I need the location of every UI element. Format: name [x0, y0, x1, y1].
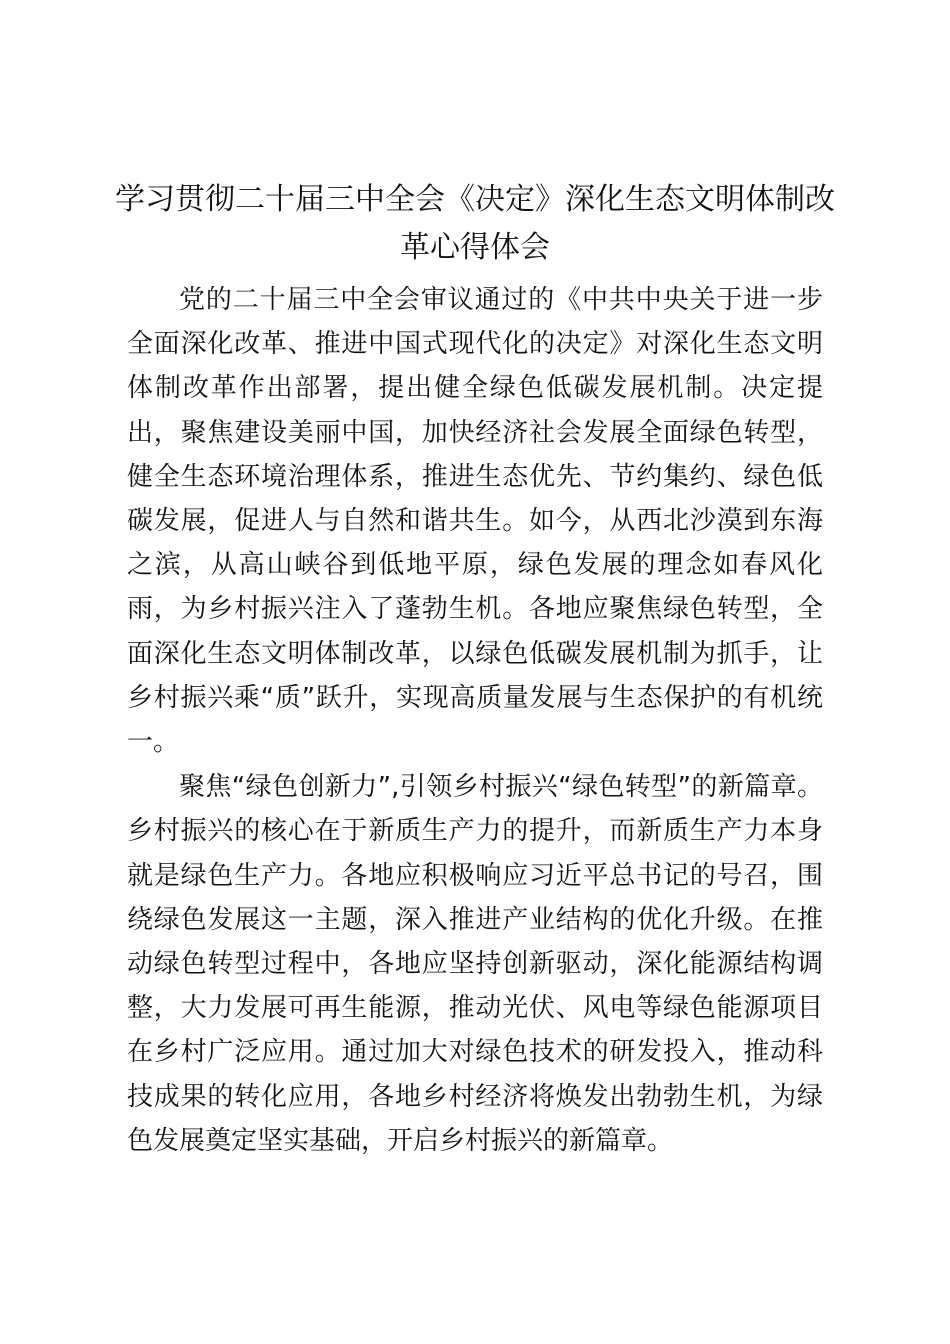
document-body: [127, 278, 823, 1163]
paragraph-2: 聚焦“绿色创新力”,引领乡村振兴“绿色转型”的新篇章。乡村振兴的核心在于新质生产力的提升，而新质生产力本身就是绿色生产力。各地应积极响应习近平总书记的号召，围绕绿色发展这一主题，深入推进产业结构的优化升级。在推动绿色转型过程中，各地应坚持创新驱动，深化能源结构调整，大力发展可再生能源，推动光伏、风电等绿色能源项目在乡村广泛应用。通过加大对绿色技术的研发投入，推动科技成果的转化应用，各地乡村经济将焕发出勃勃生机，为绿色发展奠定坚实基础，开启乡村振兴的新篇章。: [127, 772, 823, 1156]
paragraph-1: 党的二十届三中全会审议通过的《中共中央关于进一步全面深化改革、推进中国式现代化的决定》对深化生态文明体制改革作出部署，提出健全绿色低碳发展机制。决定提出，聚焦建设美丽中国，加快经济社会发展全面绿色转型，健全生态环境治理体系，推进生态优先、节约集约、绿色低碳发展，促进人与自然和谐共生。如今，从西北沙漠到东海之滨，从高山峡谷到低地平原，绿色发展的理念如春风化雨，为乡村振兴注入了蓬勃生机。各地应聚焦绿色转型，全面深化生态文明体制改革，以绿色低碳发展机制为抓手，让乡村振兴乘“质”跃升，实现高质量发展与生态保护的有机统一。: [127, 285, 823, 758]
document-title: 学习贯彻二十届三中全会《决定》深化生态文明体制改革心得体会: [115, 182, 835, 265]
